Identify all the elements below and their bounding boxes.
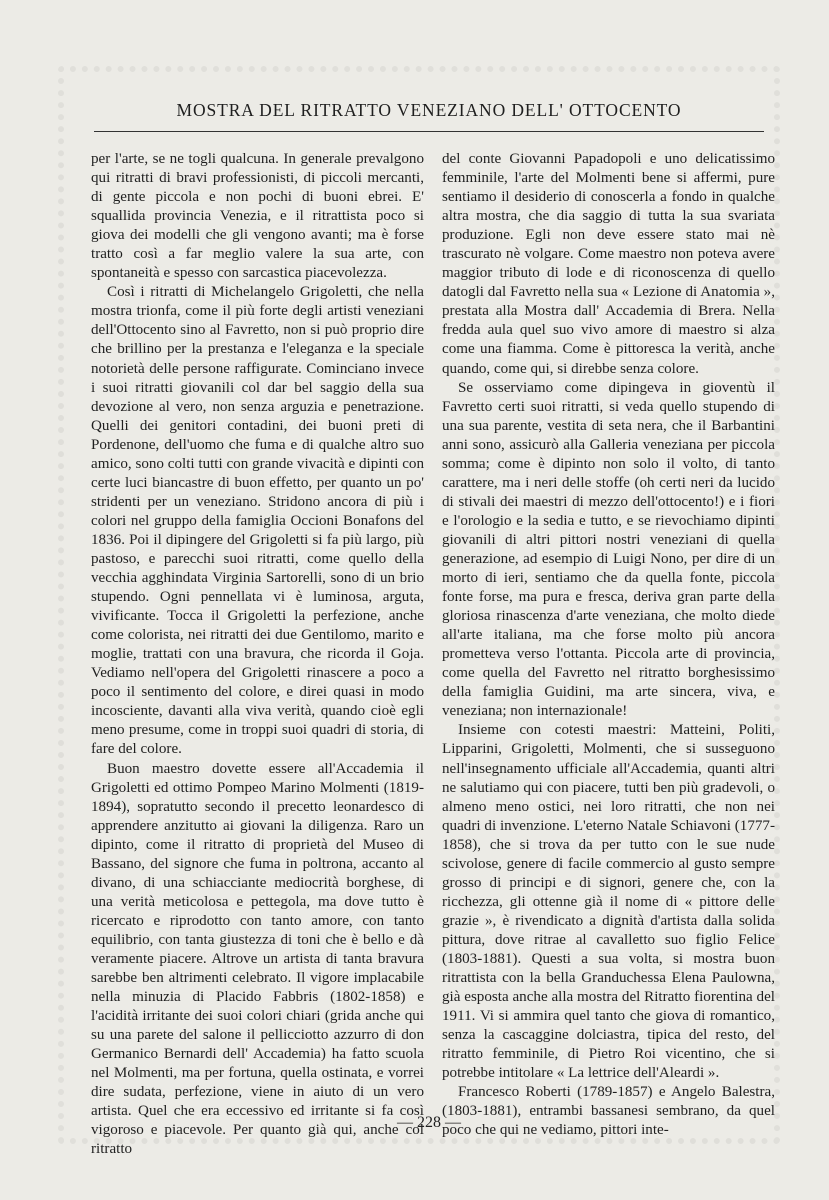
- paragraph: per l'arte, se ne togli qualcuna. In generale prevalgono qui ritratti di bravi professionisti, di piccoli mercanti, di gente piccola e non pochi di buoni ebrei. E' squallida provincia Venezia, e il ritrattista poco si giova dei modelli che gli vengono avanti; ma è forse tratto così a far meglio valere la sua arte, con spontaneità e spesso con sarcastica piacevolezza.: [91, 151, 424, 282]
- left-column: [91, 150, 424, 1159]
- paragraph: Così i ritratti di Michelangelo Grigoletti, che nella mostra trionfa, come il più forte degli artisti veneziani dell'Ottocento sino al Favretto, non si può proprio dire che brillino per la prestanza e l'eleganza e la speciale notorietà delle persone raffigurate. Cominciano invece i suoi ritratti giovanili col dar bel saggio della sua devozione al vero, non senza arguzia e penetrazione. Quelli dei genitori contadini, dei buoni preti di Pordenone, dell'uomo che fuma e di qualche altro suo amico, sono colti tutti con grande vivacità e dipinti con certe luci biancastre di buon effetto, per quanto un po' stridenti per un veneziano. Stridono ancora di più i colori nel gruppo della famiglia Occioni Bonafons del 1836. Poi il dipingere del Grigoletti si fa più largo, più pastoso, e parecchi suoi ritratti, come quello della vecchia agghindata Virginia Sartorelli, sono di un brio stupendo. Ogni pennellata vi è luminosa, arguta, vivificante. Tocca il Grigoletti la perfezione, anche come colorista, nei ritratti dei due Gentilomo, marito e moglie, trattati con una bravura, che ricorda il Goja. Vediamo nell'opera del Grigoletti rinascere a poco a poco il sentimento del colore, e direi quasi in modo incosciente, davanti alla viva verità, quando cioè egli meno presume, come in troppi suoi quadri di storia, di fare del colore.: [91, 284, 424, 758]
- paragraph: del conte Giovanni Papadopoli e uno delicatissimo femminile, l'arte del Molmenti bene si affermi, pure sentiamo il desiderio di conoscerla a fondo in qualche altra mostra, che dia saggio di tutta la sua svariata produzione. Egli non deve essere stato mai nè trascurato nè volgare. Come maestro non poteva avere maggior tributo di lode e di riconoscenza di quello datogli dal Favretto nella sua « Lezione di Anatomia », prestata alla Mostra dall' Accademia di Brera. Nella fredda aula quel suo vivo amore di maestro si alza come una fiamma. Come è pittoresca la verità, anche quando, come qui, si direbbe senza colore.: [442, 151, 775, 377]
- paragraph: Insieme con cotesti maestri: Matteini, Politi, Lipparini, Grigoletti, Molmenti, che si susseguono nell'insegnamento ufficiale all'Accademia, quanti altri ne salutiamo qui con piacere, tutti ben più gradevoli, o almeno meno ostici, nei loro ritratti, che non nei quadri di invenzione. L'eterno Natale Schiavoni (1777-1858), che si trova da per tutto con le sue nude scivolose, genere di facile commercio al gusto sempre grosso di principi e di signori, genere che, con la ricchezza, gli ottenne già il nome di « pittore delle grazie », è rivendicato a dignità d'artista dalla solida pittura, dove ritrae al cavalletto suo figlio Felice (1803-1881). Questi a sua volta, si mostra buon ritrattista con la bella Granduchessa Elena Paulowna, già esposta anche alla mostra del Ritratto fiorentina del 1911. Vi si ammira quel tanto che giova di romantico, senza la cascaggine dolciastra, tipica del resto, del ritratto femminile, di Pietro Roi vicentino, che si potrebbe intitolare « La lettrice dell'Aleardi ».: [442, 722, 775, 1082]
- right-column: [442, 150, 775, 1140]
- paragraph: Se osserviamo come dipingeva in gioventù il Favretto certi suoi ritratti, si veda quello stupendo di una sua parente, vestita di seta nera, che il Barbantini anni sono, assicurò alla Galleria veneziana per piccola somma; come è dipinto non solo il volto, di tanto carattere, ma i neri delle stoffe (oh certi neri da lucido di stivali dei maestri di mezzo dell'ottocento!) e i fiori e l'orologio e la sedia e tutto, e se rievochiamo dipinti giovanili di altri pittori nostri veneziani di quella generazione, ad esempio di Luigi Nono, per dire di un morto di ieri, sentiamo che da quella fonte, piccola fonte forse, ma pura e fresca, deriva gran parte della gloriosa rinascenza d'arte veneziana, che molto diede all'arte italiana, ma che forse molto più ancora prometteva verso l'ottanta. Piccola arte di provincia, come quella del Favretto nel ritratto borghesissimo della famiglia Guidini, ma arte sincera, viva, e veneziana; non internazionale!: [442, 379, 775, 720]
- paragraph: Buon maestro dovette essere all'Accademia il Grigoletti ed ottimo Pompeo Marino Molmenti (1819-1894), sopratutto secondo il precetto leonardesco di apprendere anzitutto ai giovani la diligenza. Raro un dipinto, come il ritratto di proprietà del Museo di Bassano, del signore che fuma in poltrona, accanto al divano, di una schiacciante mediocrità borghese, di una verità meticolosa e pettegola, ma dove tutto è ricercato e riprodotto con tanto amore, con tanto equilibrio, con tanta giustezza di toni che è bello e dà veramente piacere. Altrove un artista di tanta bravura sarebbe ben altrimenti celebrato. Il vigore implacabile nella minuzia di Placido Fabbris (1802-1858) e l'acidità irritante dei suoi colori chiari (grida anche qui su una parete del salone il pellicciotto azzurro di don Germanico Bernardi dell' Accademia) ha fatto scuola nel Molmenti, ma per fortuna, quella ostinata, e vorrei dire sudata, perfezione, viene in aiuto di un vero artista. Quel che era eccessivo ed irritante si fa così vigoroso e piacevole. Per quanto già qui, anche col ritratto: [91, 760, 424, 1158]
- page-number: — 228 —: [397, 1114, 461, 1131]
- running-header: MOSTRA DEL RITRATTO VENEZIANO DELL' OTTOCENTO: [176, 100, 682, 120]
- paragraph: Francesco Roberti (1789-1857) e Angelo Balestra, (1803-1881), entrambi bassanesi sembrano, da quel poco che qui ne vediamo, pittori inte-: [442, 1084, 775, 1139]
- header-rule: [94, 131, 764, 132]
